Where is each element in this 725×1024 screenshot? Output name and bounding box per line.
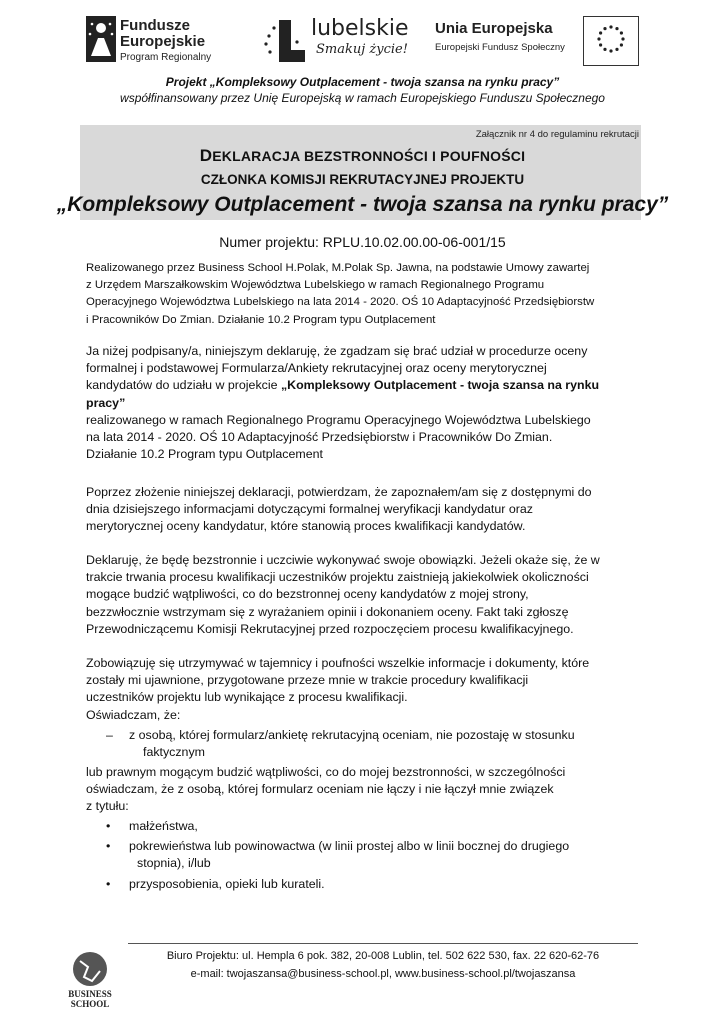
ue-subtitle: Europejski Fundusz Społeczny: [435, 42, 565, 53]
dash-item-body: [86, 727, 638, 761]
title-initial: D: [199, 146, 213, 165]
intro-line: i Pracowników Do Zmian. Działanie 10.2 Program typu Outplacement: [86, 313, 436, 326]
footer-contact: e-mail: twojaszansa@business-school.pl, www.business-school.pl/twojaszansa: [190, 968, 576, 980]
para1-line: Działanie 10.2 Program typu Outplacement: [86, 447, 323, 462]
lubelskie-icon: [261, 16, 309, 66]
para1-plain: kandydatów do udziału w projekcie: [86, 378, 281, 393]
cofinanced-line: współfinansowany przez Unię Europejską w ramach Europejskiego Funduszu Społecznego: [120, 91, 605, 105]
dash-line: faktycznym: [143, 745, 205, 760]
fe-line1: Fundusze: [120, 17, 190, 34]
dash-list-item: [86, 727, 638, 761]
eu-flag-icon: [583, 16, 639, 66]
para5-line: oświadczam, że z osobą, której formularz oceniam nie łączy i nie łączył mnie związek: [86, 782, 554, 797]
para4-line: uczestników projektu lub wynikające z procesu kwalifikacji.: [86, 690, 408, 705]
bullet-item: [86, 876, 638, 893]
para1-bold: „Kompleksowy Outplacement - twoja szansa na rynku: [280, 378, 600, 393]
footer-divider: [128, 943, 638, 944]
business-school-logo: [60, 947, 120, 1009]
project-name: „Kompleksowy Outplacement - twoja szansa na rynku pracy”: [209, 75, 560, 89]
para2-line: dnia dzisiejszego informacjami dotyczącymi formalnej weryfikacji kandydatur oraz: [86, 502, 533, 517]
bullet-dot: •: [106, 876, 111, 891]
para1-line: na lata 2014 - 2020. OŚ 10 Adaptacyjność Przedsiębiorstw i Pracowników Do Zmian.: [86, 430, 553, 445]
footer-address: Biuro Projektu: ul. Hempla 6 pok. 382, 20-008 Lublin, tel. 502 622 530, fax. 22 620-62-76: [166, 950, 600, 962]
annex-label: Załącznik nr 4 do regulaminu rekrutacji: [475, 129, 639, 140]
para1-line: realizowanego w ramach Regionalnego Programu Operacyjnego Województwa Lubelskiego: [86, 412, 591, 427]
intro-line: Operacyjnego Województwa Lubelskiego na lata 2014 - 2020. OŚ 10 Adaptacyjność Przedsiębiorstw: [86, 296, 595, 309]
project-number: Numer projektu: RPLU.10.02.00.00-06-001/15: [219, 234, 506, 250]
project-title: „Kompleksowy Outplacement - twoja szansa na rynku pracy”: [56, 193, 669, 216]
bullet-text: małżeństwa,: [129, 819, 198, 833]
dash-symbol: –: [106, 728, 113, 742]
lubelskie-logo: [261, 12, 421, 70]
bullet-text: stopnia), i/lub: [137, 856, 211, 871]
dash-line: z osobą, której formularz/ankietę rekrutacyjną oceniam, nie pozostaję w stosunku: [129, 728, 575, 742]
para4-line: zostały mi ujawnione, przygotowane przeze mnie w trakcie procedury kwalifikacji: [86, 673, 529, 688]
relation-paragraph: [86, 764, 638, 816]
lubelskie-title: lubelskie: [311, 16, 409, 41]
para1-line: pracy”: [86, 395, 126, 410]
logo-bar: [86, 12, 638, 70]
para4-line: Oświadczam, że:: [86, 707, 181, 722]
ue-title: Unia Europejska: [435, 20, 553, 37]
fundusze-europejskie-icon: [86, 16, 116, 62]
para3-line: bezzwłocznie wstrzymam się z wyrażaniem opinii i dokonaniem oceny. Fakt taki zgłoszę: [86, 604, 569, 619]
intro-line: Realizowanego przez Business School H.Polak, M.Polak Sp. Jawna, na podstawie Umowy zawartej: [86, 262, 590, 274]
bullet-text: przysposobienia, opieki lub kurateli.: [129, 876, 325, 891]
declaration-paragraph: [86, 343, 638, 463]
confidentiality-paragraph: [86, 655, 638, 724]
bullet-text: pokrewieństwa lub powinowactwa (w linii prostej albo w linii bocznej do drugiego: [129, 839, 570, 854]
para2-line: merytorycznej oceny kandydatur, które stanowią proces kwalifikacji kandydatów.: [86, 519, 526, 534]
bullet-item: [86, 838, 638, 872]
para1-line: [86, 377, 638, 394]
impartiality-paragraph: [86, 552, 638, 638]
para1-line: formalnej i podstawowej Formularza/Ankiety rekrutacyjnej oraz oceny merytorycznej: [86, 361, 547, 376]
para1-line: Ja niżej podpisany/a, niniejszym deklaruję, że zgadzam się brać udział w procedurze oceny: [86, 344, 588, 358]
project-subtitle: [0, 74, 725, 106]
intro-paragraph: [86, 260, 638, 329]
fe-line3: Program Regionalny: [120, 52, 212, 63]
para5-line: lub prawnym mogącym budzić wątpliwości, co do mojej bezstronności, w szczególności: [86, 765, 566, 779]
bullet-dot: •: [106, 819, 111, 833]
lubelskie-slogan: Smakuj życie!: [316, 42, 408, 57]
para4-line: Zobowiązuję się utrzymywać w tajemnicy i poufności wszelkie informacje i dokumenty, które: [86, 656, 590, 670]
fe-line2: Europejskie: [120, 33, 206, 50]
bullet-dot: •: [106, 839, 111, 854]
confirmation-paragraph: [86, 484, 638, 536]
fundusze-europejskie-logo: [86, 14, 246, 66]
para3-line: Deklaruję, że będę bezstronnie i uczciwie wykonywać swoje obowiązki. Jeżeli okaże się, że w: [86, 553, 600, 567]
logo-line2: SCHOOL: [70, 999, 110, 1009]
project-prefix: Projekt: [165, 75, 210, 89]
relation-bullet-list: [86, 818, 638, 893]
logo-line1: BUSINESS: [68, 989, 112, 999]
project-line: [0, 74, 725, 90]
declaration-title: [0, 146, 725, 166]
para5-line: z tytułu:: [86, 799, 129, 814]
title-rest: EKLARACJA BEZSTRONNOŚCI I POUFNOŚCI: [212, 148, 526, 164]
declaration-subtitle: CZŁONKA KOMISJI REKRUTACYJNEJ PROJEKTU: [200, 172, 525, 187]
bullet-item: [86, 818, 638, 835]
para3-line: trakcie trwania procesu kwalifikacji uczestników projektu zaistnieją jakiekolwiek okoliczności: [86, 570, 589, 585]
para3-line: Przewodniczącemu Komisji Rekrutacyjnej przed rozpoczęciem procesu kwalifikacyjnego.: [86, 621, 574, 636]
para2-line: Poprzez złożenie niniejszej deklaracji, potwierdzam, że zapoznałem/am się z dostępnymi do: [86, 485, 592, 499]
intro-line: z Urzędem Marszałkowskim Województwa Lubelskiego w ramach Regionalnego Programu: [86, 279, 545, 292]
para3-line: mogące budzić wątpliwości, co do bezstronnej oceny kandydatów z mojej strony,: [86, 587, 529, 602]
